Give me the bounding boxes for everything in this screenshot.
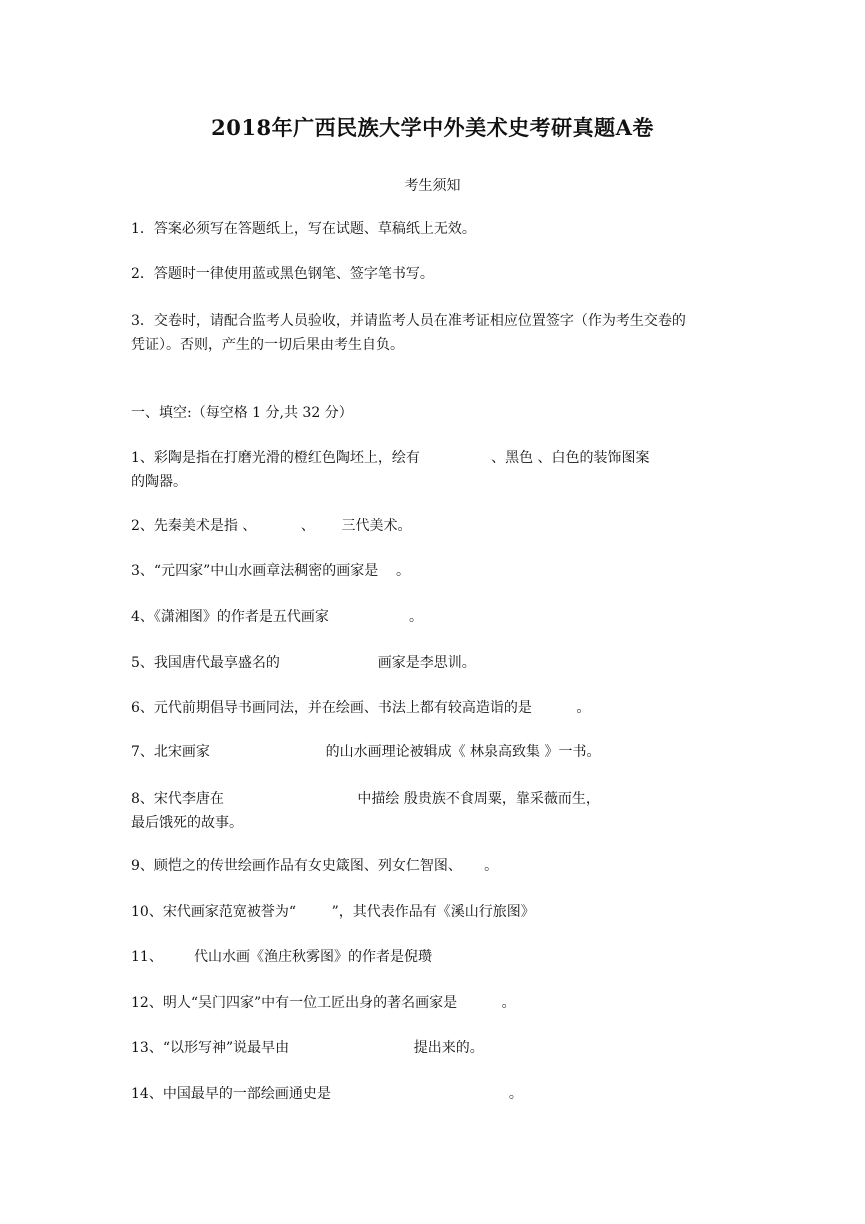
question-item: 9、顾恺之的传世绘画作品有女史箴图、列女仁智图、 。 bbox=[131, 858, 499, 874]
section-heading: 一、填空:（每空格 1 分,共 32 分） bbox=[131, 405, 353, 421]
notice-item: 1．答案必须写在答题纸上，写在试题、草稿纸上无效。 bbox=[131, 221, 476, 237]
notice-item: 3．交卷时，请配合监考人员验收，并请监考人员在准考证相应位置签字（作为考生交卷的 bbox=[131, 313, 686, 329]
question-item: 7、北宋画家 的山水画理论被辑成《 林泉高致集 》一书。 bbox=[131, 744, 601, 760]
question-item: 8、宋代李唐在 中描绘 殷贵族不食周粟，靠采薇而生， bbox=[131, 791, 600, 807]
question-item: 1、彩陶是指在打磨光滑的橙红色陶坯上，绘有 、黑色 、白色的装饰图案 bbox=[131, 450, 650, 466]
question-item: 3、“元四家”中山水画章法稠密的画家是 。 bbox=[131, 563, 411, 579]
question-item: 11、 代山水画《渔庄秋雾图》的作者是倪瓒 bbox=[131, 949, 432, 965]
notice-item-continued: 凭证）。否则，产生的一切后果由考生自负。 bbox=[131, 337, 404, 353]
question-item: 12、明人“吴门四家”中有一位工匠出身的著名画家是 。 bbox=[131, 995, 516, 1011]
question-item: 2、先秦美术是指 、 、 三代美术。 bbox=[131, 518, 412, 534]
notice-heading: 考生须知 bbox=[404, 178, 461, 194]
notice-item: 2．答题时一律使用蓝或黑色钢笔、签字笔书写。 bbox=[131, 266, 434, 282]
question-item-continued: 最后饿死的故事。 bbox=[131, 815, 243, 831]
question-item: 13、“以形写神”说最早由 提出来的。 bbox=[131, 1040, 484, 1056]
question-item: 10、宋代画家范宽被誉为“ ”，其代表作品有《溪山行旅图》 bbox=[131, 904, 535, 920]
question-item: 6、元代前期倡导书画同法，并在绘画、书法上都有较高造诣的是 。 bbox=[131, 700, 591, 716]
question-item: 14、中国最早的一部绘画通史是 。 bbox=[131, 1086, 523, 1102]
question-item: 5、我国唐代最享盛名的 画家是李思训。 bbox=[131, 655, 476, 671]
page-title: 2018年广西民族大学中外美术史考研真题A卷 bbox=[211, 115, 654, 140]
question-item-continued: 的陶器。 bbox=[131, 474, 187, 490]
question-item: 4、《潇湘图》的作者是五代画家 。 bbox=[131, 609, 424, 625]
